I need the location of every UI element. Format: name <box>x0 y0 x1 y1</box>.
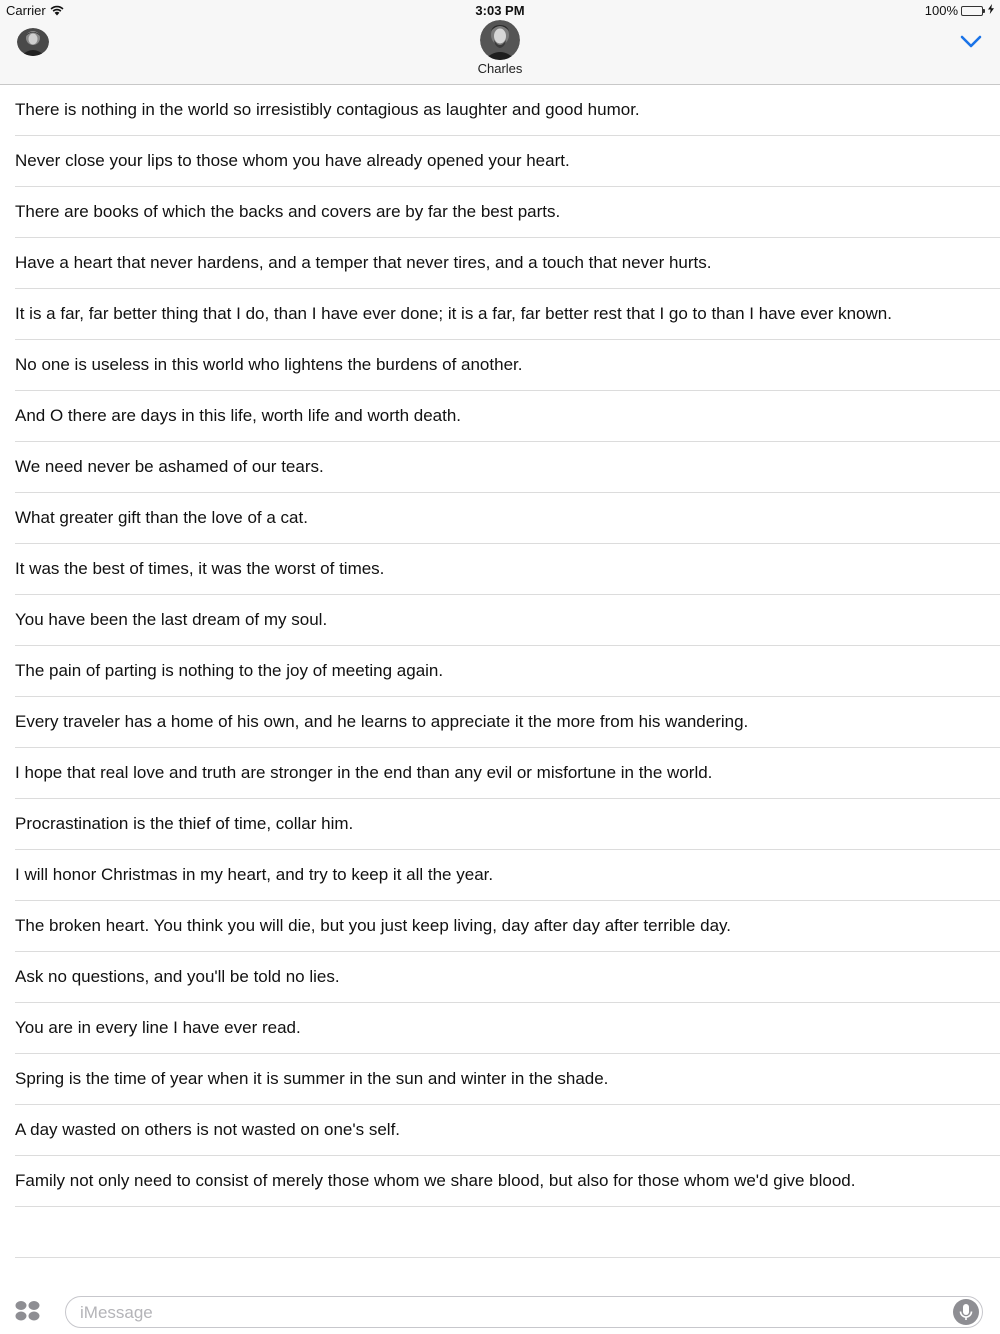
quote-row[interactable] <box>15 391 1000 442</box>
empty-row <box>15 1207 1000 1258</box>
quote-row[interactable] <box>15 952 1000 1003</box>
quote-text: No one is useless in this world who lightens the burdens of another. <box>15 355 523 374</box>
quote-row[interactable] <box>15 748 1000 799</box>
quote-text: What greater gift than the love of a cat. <box>15 508 308 527</box>
quote-row[interactable] <box>15 901 1000 952</box>
carrier-label: Carrier <box>6 3 46 18</box>
quote-text: I hope that real love and truth are stronger in the end than any evil or misfortune in the world. <box>15 763 713 782</box>
message-field[interactable] <box>65 1296 983 1328</box>
message-input[interactable] <box>78 1297 942 1329</box>
quote-text: Ask no questions, and you'll be told no lies. <box>15 967 340 986</box>
quote-row[interactable] <box>15 595 1000 646</box>
quote-text: Family not only need to consist of merely those whom we share blood, but also for those whom we'd give blood. <box>15 1171 856 1190</box>
quote-row[interactable] <box>15 85 1000 136</box>
quote-row[interactable] <box>15 442 1000 493</box>
message-input-bar <box>0 1284 1000 1334</box>
quote-text: The pain of parting is nothing to the joy of meeting again. <box>15 661 444 680</box>
microphone-icon[interactable] <box>953 1299 979 1325</box>
quote-row[interactable] <box>15 289 1000 340</box>
quote-text: You have been the last dream of my soul. <box>15 610 328 629</box>
quote-row[interactable] <box>15 187 1000 238</box>
contact-avatar[interactable] <box>480 20 520 60</box>
status-time: 3:03 PM <box>475 3 525 18</box>
quote-row[interactable] <box>15 238 1000 289</box>
quote-row[interactable] <box>15 544 1000 595</box>
charging-bolt-icon <box>988 4 994 17</box>
battery-icon <box>961 6 983 16</box>
quote-row[interactable] <box>15 1003 1000 1054</box>
quote-row[interactable] <box>15 493 1000 544</box>
quote-text: You are in every line I have ever read. <box>15 1018 301 1037</box>
chevron-down-icon[interactable] <box>960 34 982 50</box>
app-drawer-icon[interactable] <box>15 1300 41 1322</box>
status-bar <box>0 0 1000 20</box>
quote-row[interactable] <box>15 1105 1000 1156</box>
quote-row[interactable] <box>15 697 1000 748</box>
quote-text: Procrastination is the thief of time, collar him. <box>15 814 354 833</box>
quote-row[interactable] <box>15 646 1000 697</box>
quote-text: A day wasted on others is not wasted on one's self. <box>15 1120 401 1139</box>
quote-text: Never close your lips to those whom you have already opened your heart. <box>15 151 570 170</box>
messages-header <box>0 0 1000 85</box>
quote-text: And O there are days in this life, worth life and worth death. <box>15 406 462 425</box>
quote-row[interactable] <box>15 136 1000 187</box>
quote-text: It is a far, far better thing that I do, than I have ever done; it is a far, far better rest that I go to than I have ever known. <box>15 304 892 323</box>
quote-text: Spring is the time of year when it is summer in the sun and winter in the shade. <box>15 1069 609 1088</box>
quote-row[interactable] <box>15 799 1000 850</box>
quote-row[interactable] <box>15 340 1000 391</box>
quote-list <box>0 85 1000 1258</box>
battery-percent: 100% <box>924 3 958 18</box>
status-right <box>925 3 994 18</box>
quote-row[interactable] <box>15 1054 1000 1105</box>
quote-text: It was the best of times, it was the worst of times. <box>15 559 385 578</box>
app-avatar[interactable] <box>17 28 49 56</box>
quote-text: Every traveler has a home of his own, and he learns to appreciate it the more from his wandering. <box>15 712 749 731</box>
quote-text: The broken heart. You think you will die, but you just keep living, day after day after terrible day. <box>15 916 731 935</box>
contact-name[interactable]: Charles <box>477 61 523 76</box>
quote-row[interactable] <box>15 850 1000 901</box>
quote-row[interactable] <box>15 1156 1000 1207</box>
quote-text: We need never be ashamed of our tears. <box>15 457 324 476</box>
quote-text: There are books of which the backs and covers are by far the best parts. <box>15 202 561 221</box>
quote-text: I will honor Christmas in my heart, and try to keep it all the year. <box>15 865 494 884</box>
quote-text: Have a heart that never hardens, and a temper that never tires, and a touch that never hurts. <box>15 253 712 272</box>
quote-text: There is nothing in the world so irresistibly contagious as laughter and good humor. <box>15 100 640 119</box>
